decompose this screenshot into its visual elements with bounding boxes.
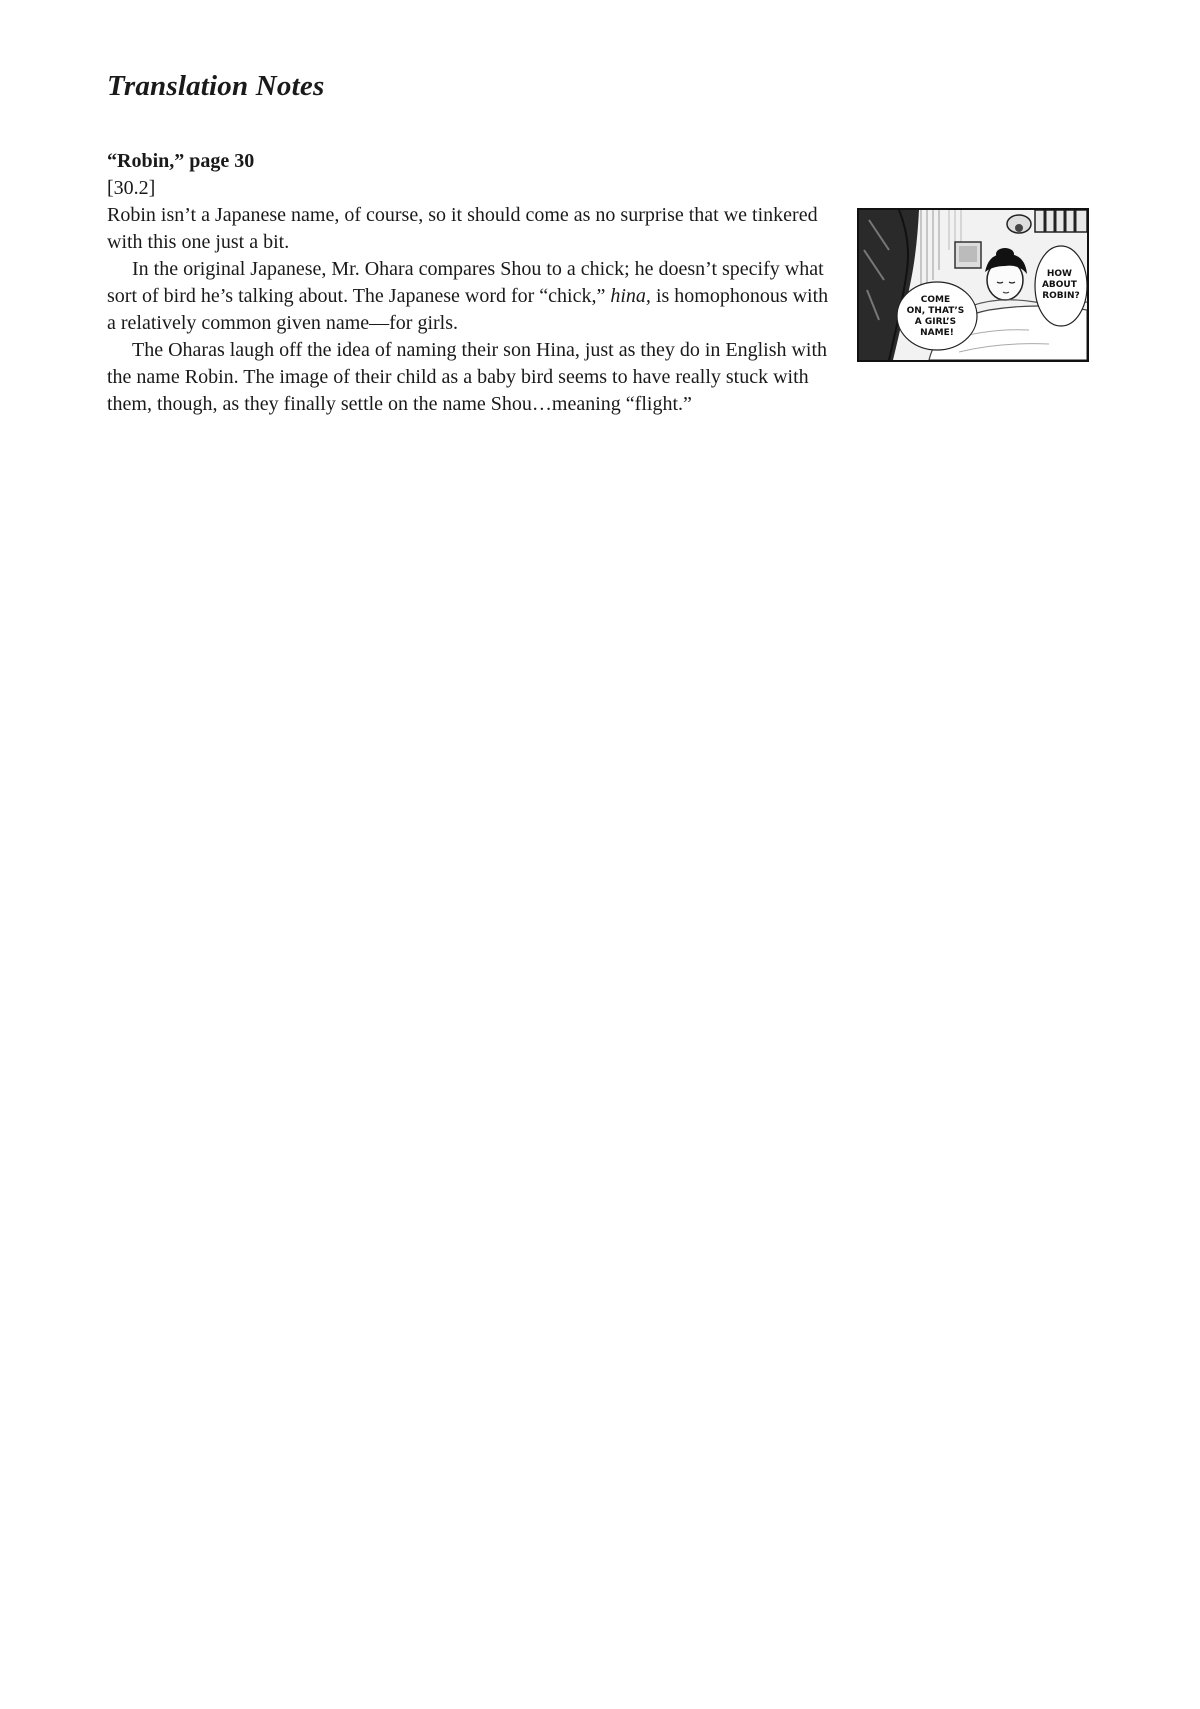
note-paragraph-2-part-a: In the original Japanese, Mr. Ohara compares Shou to a chick; he doesn’t specify what sort of bird he’s talking about. The Japanese word for “chick,” (107, 258, 824, 307)
page-title: Translation Notes (107, 70, 325, 102)
note-paragraph-3: The Oharas laugh off the idea of naming their son Hina, just as they do in English with the name Robin. The image of their child as a baby bird seems to have really stuck with them, though, as they finally settle on the name Shou…meaning “flight.” (107, 339, 828, 415)
manga-panel-image (857, 208, 1089, 362)
note-paragraph-2-part-b: is homophonous with a relatively common given name—for girls. (107, 285, 829, 334)
bubble-right-line-1: HOW (1046, 269, 1072, 279)
bubble-left-line-2: ON, THAT’S (906, 306, 965, 316)
note-paragraph-2 (107, 256, 837, 337)
bubble-left-line-1: COME (920, 295, 951, 305)
bubble-right-text (1042, 269, 1080, 301)
note-reference: [30.2] (107, 177, 156, 199)
bubble-right-line-2: ABOUT (1041, 280, 1077, 290)
note-heading: “Robin,” page 30 (107, 150, 255, 172)
hina-term: hina, (610, 285, 651, 307)
bubble-left-line-3: A GIRL’S (914, 317, 957, 327)
note-paragraph-1: Robin isn’t a Japanese name, of course, so it should come as no surprise that we tinkered with this one just a bit. (107, 204, 818, 253)
bubble-right-line-3: ROBIN? (1042, 291, 1080, 301)
manga-panel-illustration (859, 210, 1087, 360)
bubble-left-line-4: NAME! (920, 328, 954, 338)
translation-note (107, 148, 837, 418)
